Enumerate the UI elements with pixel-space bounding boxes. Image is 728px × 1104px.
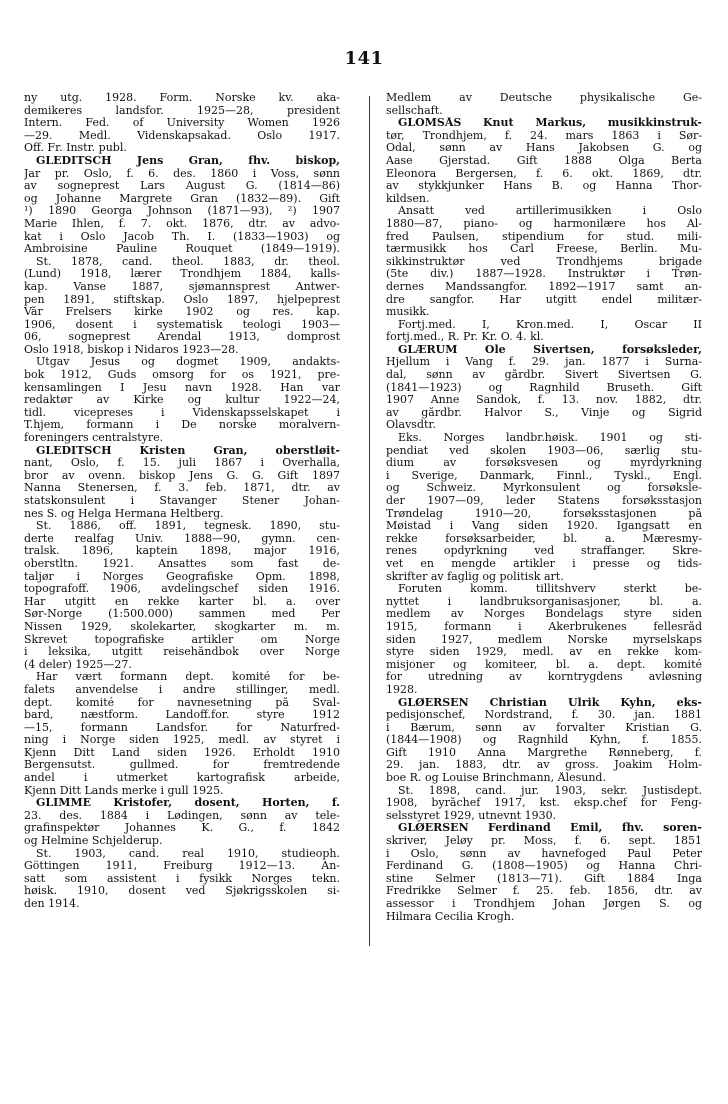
entry-heading-line: GLEDITSCH Jens Gran, fhv. biskop, (36, 154, 340, 167)
text-line: Skrevet topografiske artikler om Norge (24, 633, 340, 646)
text-line: boe R. og Louise Brinchmann, Ålesund. (386, 772, 606, 785)
text-line: Aase Gjerstad. Gift 1888 Olga Berta (386, 154, 702, 167)
text-line: og Helmine Schjelderup. (24, 835, 163, 848)
text-line: renes opdyrkning ved straffanger. Skre- (386, 545, 702, 558)
text-line: i Bærum, sønn av forvalter Kristian G. (386, 721, 702, 734)
text-line: —15, formann Landsfor. for Naturfred- (24, 721, 340, 734)
text-line: topografoff. 1906, avdelingschef siden 1916. (24, 583, 340, 596)
text-line: 29. jan. 1883, dtr. av gross. Joakim Holm- (386, 759, 702, 772)
text-line: Eks. Norges landbr.høisk. 1901 og sti- (398, 432, 702, 445)
text-line: i leksika, utgitt reisehåndbok over Norge (24, 646, 340, 659)
text-line: kensamlingen I Jesu navn 1928. Han var (24, 381, 340, 394)
text-line: (Lund) 1918, lærer Trondhjem 1884, kalls- (24, 268, 340, 281)
text-line: bok 1912, Guds omsorg for os 1921, pre- (24, 369, 340, 382)
text-line: Ansatt ved artillerimusikken i Oslo (398, 205, 702, 218)
text-line: Bergensutst. gullmed. for fremtredende (24, 759, 340, 772)
text-line: skriver, Jeløy pr. Moss, f. 6. sept. 1851 (386, 835, 702, 848)
text-line: Eleonora Bergersen, f. 6. okt. 1869, dtr. (386, 167, 702, 180)
text-line: Nanna Stenersen, f. 3. feb. 1871, dtr. av (24, 482, 340, 495)
text-line: Olavsdtr. (386, 419, 436, 432)
entry-heading-line: GLÆRUM Ole Sivertsen, forsøksleder, (398, 343, 702, 356)
text-line: —29. Medl. Videnskapsakad. Oslo 1917. (24, 129, 340, 142)
text-line: nant, Oslo, f. 15. juli 1867 i Overhalla, (24, 457, 340, 470)
text-line: Hjellum i Vang f. 29. jan. 1877 i Surna- (386, 356, 702, 369)
text-line: høisk. 1910, dosent ved Sjøkrigsskolen si- (24, 885, 340, 898)
text-line: kildsen. (386, 192, 430, 205)
text-line: selsstyret 1929, utnevnt 1930. (386, 809, 557, 822)
text-line: tør, Trondhjem, f. 24. mars 1863 i Sør- (386, 129, 702, 142)
text-line: dal, sønn av gårdbr. Sivert Sivertsen G. (386, 369, 702, 382)
text-line: Nissen 1929, skolekarter, skogkarter m. m. (24, 620, 340, 633)
text-line: ny utg. 1928. Form. Norske kv. aka- (24, 92, 340, 104)
entry-heading-line: GLØERSEN Ferdinand Emil, fhv. soren- (398, 822, 702, 835)
text-line: sellschaft. (386, 104, 443, 117)
text-line: demikeres landsfor. 1925—28, president (24, 104, 340, 117)
text-line: (4 deler) 1925—27. (24, 658, 132, 671)
text-line: ning i Norge siden 1925, medl. av styret i (24, 734, 340, 747)
text-line: i Oslo, sønn av havnefoged Paul Peter (386, 847, 702, 860)
text-line: foreningers centralstyre. (24, 432, 164, 445)
text-line: 23. des. 1884 i Lødingen, sønn av tele- (24, 809, 340, 822)
text-line: Sør-Norge (1:500.000) sammen med Per (24, 608, 340, 621)
text-line: styre siden 1929, medl. av en rekke kom- (386, 646, 702, 659)
text-line: nes S. og Helga Hermana Heltberg. (24, 507, 224, 520)
text-line: oberstltn. 1921. Ansattes som fast de- (24, 557, 340, 570)
text-line: nyttet i landbruksorganisasjoner, bl. a. (386, 595, 702, 608)
column-divider (369, 96, 370, 946)
text-line: vet en mengde artikler i presse og tids- (386, 557, 702, 570)
text-line: Kjenn Ditt Lands merke i gull 1925. (24, 784, 224, 797)
text-line: St. 1878, cand. theol. 1883, dr. theol. (36, 255, 340, 268)
text-line: dept. komité for navnesetning på Sval- (24, 696, 340, 709)
text-line: 1906, dosent i systematisk teologi 1903— (24, 318, 340, 331)
text-line: (1844—1908) og Ragnhild Kyhn, f. 1855. (386, 734, 702, 747)
entry-heading-line: GLIMME Kristofer, dosent, Horten, f. (36, 797, 340, 810)
text-line: siden 1927, medlem Norske myrselskaps (386, 633, 702, 646)
text-line: 1907 Anne Sandok, f. 13. nov. 1882, dtr. (386, 394, 702, 407)
text-line: 06, sogneprest Arendal 1913, domprost (24, 331, 340, 344)
text-line: grafinspektør Johannes K. G., f. 1842 (24, 822, 340, 835)
text-line: Odal, sønn av Hans Jakobsen G. og (386, 142, 702, 155)
text-line: Kjenn Ditt Land siden 1926. Erholdt 1910 (24, 746, 340, 759)
text-line: dernes Mandssangfor. 1892—1917 samt an- (386, 280, 702, 293)
text-line: derte realfag Univ. 1888—90, gymn. cen- (24, 532, 340, 545)
left-column (24, 92, 340, 952)
text-line: pendiat ved skolen 1903—06, særlig stu- (386, 444, 702, 457)
right-column (386, 92, 702, 952)
text-line: Har vært formann dept. komité for be- (36, 671, 340, 684)
text-line: Off. Fr. Instr. publ. (24, 142, 127, 155)
text-line: St. 1903, cand. real 1910, studieoph. (36, 847, 340, 860)
text-line: i Sverige, Danmark, Finnl., Tyskl., Engl. (386, 469, 702, 482)
text-line: 1915, formann i Akerbrukenes fellesråd (386, 620, 702, 633)
text-line: tærmusikk hos Carl Freese, Berlin. Mu- (386, 243, 702, 256)
text-line: kap. Vanse 1887, sjømannsprest Antwer- (24, 280, 340, 293)
text-line: St. 1898, cand. jur. 1903, sekr. Justisdept. (398, 784, 702, 797)
text-line: og Johanne Margrete Gran (1832—89). Gift (24, 192, 340, 205)
text-line: Oslo 1918, biskop i Nidaros 1923—28. (24, 343, 239, 356)
text-line: pen 1891, stiftskap. Oslo 1897, hjelpeprest (24, 293, 340, 306)
text-line: Gift 1910 Anna Margrethe Rønneberg, f. (386, 746, 702, 759)
text-line: ¹) 1890 Georga Johnson (1871—93), ²) 1907 (24, 205, 340, 218)
text-line: satt som assistent i fysikk Norges tekn. (24, 872, 340, 885)
text-line: Jar pr. Oslo, f. 6. des. 1860 i Voss, sønn (24, 167, 340, 180)
text-line: Fredrikke Selmer f. 25. feb. 1856, dtr. av (386, 885, 702, 898)
text-line: av stykkjunker Hans B. og Hanna Thor- (386, 180, 702, 193)
text-line: av gårdbr. Halvor S., Vinje og Sigrid (386, 406, 702, 419)
text-line: den 1914. (24, 898, 80, 910)
text-line: 1928. (386, 683, 418, 696)
text-line: (5te div.) 1887—1928. Instruktør i Trøn- (386, 268, 702, 281)
text-line: Göttingen 1911, Freiburg 1912—13. An- (24, 860, 340, 873)
text-line: Utgav Jesus og dogmet 1909, andakts- (36, 356, 340, 369)
text-line: kat i Oslo Jacob Th. I. (1833—1903) og (24, 230, 340, 243)
text-line: andel i utmerket kartografisk arbeide, (24, 772, 340, 785)
text-line: Har utgitt en rekke karter bl. a. over (24, 595, 340, 608)
text-line: redaktør av Kirke og kultur 1922—24, (24, 394, 340, 407)
text-line: tidl. vicepreses i Videnskapsselskapet i (24, 406, 340, 419)
entry-heading-line: GLEDITSCH Kristen Gran, oberstløit- (36, 444, 340, 457)
entry-heading-line: GLOMSÅS Knut Markus, musikkinstruk- (398, 117, 702, 130)
text-line: fred Paulsen, stipendium for stud. mili- (386, 230, 702, 243)
text-line: Trøndelag 1910—20, forsøksstasjonen på (386, 507, 702, 520)
text-line: taljør i Norges Geografiske Opm. 1898, (24, 570, 340, 583)
text-line: T.hjem, formann i De norske moralvern- (24, 419, 340, 432)
text-line: Intern. Fed. of University Women 1926 (24, 117, 340, 130)
text-line: tralsk. 1896, kaptein 1898, major 1916, (24, 545, 340, 558)
text-line: misjoner og komiteer, bl. a. dept. komité (386, 658, 702, 671)
text-line: musikk. (386, 306, 430, 319)
text-line: og Schweiz. Myrkonsulent og forsøksle- (386, 482, 702, 495)
text-line: medlem av Norges Bondelags styre siden (386, 608, 702, 621)
text-line: Hilmara Cecilia Krogh. (386, 910, 515, 923)
text-line: assessor i Trondhjem Johan Jørgen S. og (386, 898, 702, 910)
text-line: av sogneprest Lars August G. (1814—86) (24, 180, 340, 193)
text-line: skrifter av faglig og politisk art. (386, 570, 564, 583)
text-line: fortj.med., R. Pr. Kr. O. 4. kl. (386, 331, 544, 344)
text-line: der 1907—09, leder Statens forsøksstasjon (386, 495, 702, 507)
text-line: for utredning av korntrygdens avløsning (386, 671, 702, 684)
text-line: statskonsulent i Stavanger Stener Johan- (24, 495, 340, 507)
text-line: (1841—1923) og Ragnhild Bruseth. Gift (386, 381, 702, 394)
text-line: Foruten komm. tillitshverv sterkt be- (398, 583, 702, 596)
text-line: stine Selmer (1813—71). Gift 1884 Inga (386, 872, 702, 885)
text-line: dium av forsøksvesen og myrdyrkning (386, 457, 702, 470)
text-line: Ambroisine Pauline Rouquet (1849—1919). (24, 243, 340, 256)
text-line: Møistad i Vang siden 1920. Igangsatt en (386, 520, 702, 533)
text-line: 1908, byråchef 1917, kst. eksp.chef for Feng- (386, 797, 702, 810)
entry-heading-line: GLØERSEN Christian Ulrik Kyhn, eks- (398, 696, 702, 709)
text-line: Vår Frelsers kirke 1902 og res. kap. (24, 306, 340, 319)
text-line: Fortj.med. I, Kron.med. I, Oscar II (398, 318, 702, 331)
text-line: sikkinstruktør ved Trondhjems brigade (386, 255, 702, 268)
page-number: 141 (344, 48, 384, 69)
text-line: Ferdinand G. (1808—1905) og Hanna Chri- (386, 860, 702, 873)
text-line: St. 1886, off. 1891, tegnesk. 1890, stu- (36, 520, 340, 533)
text-line: pedisjonschef, Nordstrand, f. 30. jan. 1881 (386, 709, 702, 722)
text-line: Marie Ihlen, f. 7. okt. 1876, dtr. av advo- (24, 217, 340, 230)
text-line: rekke forsøksarbeider, bl. a. Mæresmy- (386, 532, 702, 545)
text-line: bror av ovenn. biskop Jens G. G. Gift 1897 (24, 469, 340, 482)
text-line: falets anvendelse i andre stillinger, medl. (24, 683, 340, 696)
text-line: 1880—87, piano- og harmonilære hos Al- (386, 217, 702, 230)
text-line: bard, næstform. Landoff.for. styre 1912 (24, 709, 340, 722)
text-line: Medlem av Deutsche physikalische Ge- (386, 92, 702, 104)
text-line: dre sangfor. Har utgitt endel militær- (386, 293, 702, 306)
